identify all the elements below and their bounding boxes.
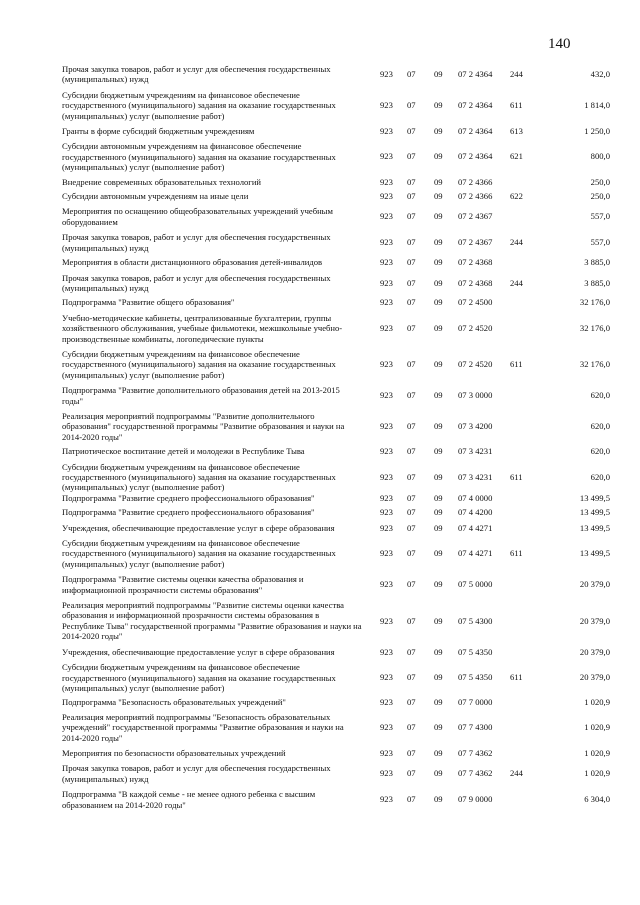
row-description: Прочая закупка товаров, работ и услуг для обеспечения государственных (муниципальных) нужд: [62, 232, 331, 253]
budget-table: [62, 64, 610, 810]
row-description: Учреждения, обеспечивающие предоставление услуг в сфере образования: [62, 646, 335, 657]
admin-code: 923: [380, 322, 393, 333]
section-code: 07: [407, 176, 416, 187]
row-description: Мероприятия в области дистанционного образования детей-инвалидов: [62, 257, 323, 268]
article-code: 07 2 4366: [458, 191, 493, 202]
row-description: Учебно-методические кабинеты, централизованные бухгалтерии, группы хозяйственного обслуживания, учебные фильмотеки, межшкольные учебно-производственные комбинаты, логопедические пункты: [62, 312, 343, 344]
admin-code: 923: [380, 191, 393, 202]
section-code: 07: [407, 507, 416, 518]
section-code: 07: [407, 69, 416, 79]
amount: 20 379,0: [579, 579, 610, 590]
row-description: Реализация мероприятий подпрограммы "Развитие системы оценки качества образования и информационной прозрачности системы образования в Республике Тыва" государственной программы "Развитие образования и науки на 2014-2020 годы": [62, 600, 362, 642]
subsection-code: 09: [434, 176, 443, 187]
table-row: [62, 273, 610, 294]
section-code: 07: [407, 672, 416, 683]
section-code: 07: [407, 747, 416, 758]
table-row: [62, 385, 610, 406]
subsection-code: 09: [434, 646, 443, 657]
amount: 32 176,0: [579, 297, 610, 308]
section-code: 07: [407, 191, 416, 202]
table-row: [62, 232, 610, 253]
article-code: 07 2 4520: [458, 358, 493, 369]
table-row: [62, 748, 610, 758]
admin-code: 923: [380, 471, 393, 482]
admin-code: 923: [380, 794, 393, 805]
section-code: 07: [407, 794, 416, 805]
article-code: 07 3 4200: [458, 420, 493, 431]
row-description: Прочая закупка товаров, работ и услуг для обеспечения государственных (муниципальных) нужд: [62, 763, 331, 784]
subsection-code: 09: [434, 99, 443, 110]
amount: 557,0: [590, 237, 610, 248]
article-code: 07 7 4300: [458, 721, 493, 732]
subsection-code: 09: [434, 390, 443, 401]
subsection-code: 09: [434, 579, 443, 590]
row-description: Мероприятия по оснащению общеобразовательных учреждений учебным оборудованием: [62, 206, 333, 227]
subsection-code: 09: [434, 721, 443, 732]
section-code: 07: [407, 646, 416, 657]
table-row: [62, 574, 610, 595]
amount: 32 176,0: [579, 358, 610, 369]
table-row: [62, 600, 610, 642]
subsection-code: 09: [434, 471, 443, 482]
table-row: [62, 662, 610, 693]
section-code: 07: [407, 277, 416, 288]
subsection-code: 09: [434, 492, 443, 503]
subsection-code: 09: [434, 126, 443, 137]
article-code: 07 3 0000: [458, 390, 493, 401]
table-row: [62, 523, 610, 533]
amount: 250,0: [590, 176, 610, 187]
row-description: Подпрограмма "Развитие среднего профессионального образования": [62, 492, 315, 503]
expense-type-code: 244: [510, 768, 523, 779]
amount: 620,0: [590, 420, 610, 431]
article-code: 07 2 4364: [458, 69, 493, 79]
amount: 250,0: [590, 191, 610, 202]
section-code: 07: [407, 579, 416, 590]
article-code: 07 5 4350: [458, 672, 493, 683]
section-code: 07: [407, 616, 416, 627]
admin-code: 923: [380, 548, 393, 559]
amount: 620,0: [590, 471, 610, 482]
admin-code: 923: [380, 420, 393, 431]
row-description: Субсидии бюджетным учреждениям на финансовое обеспечение государственного (муниципального) задания на оказание государственных (муниципальных) услуг (выполнение работ): [62, 89, 336, 121]
admin-code: 923: [380, 522, 393, 533]
subsection-code: 09: [434, 211, 443, 222]
expense-type-code: 613: [510, 126, 523, 137]
row-description: Субсидии бюджетным учреждениям на финансовое обеспечение государственного (муниципального) задания на оказание государственных (муниципальных) услуг (выполнение работ): [62, 348, 336, 380]
subsection-code: 09: [434, 322, 443, 333]
table-row: [62, 462, 610, 493]
row-description: Реализация мероприятий подпрограммы "Развитие дополнительного образования" государственной программы "Развитие образования и науки на 2014-2020 годы": [62, 410, 345, 442]
subsection-code: 09: [434, 151, 443, 162]
table-row: [62, 411, 610, 442]
row-description: Подпрограмма "Развитие общего образования": [62, 297, 235, 308]
admin-code: 923: [380, 747, 393, 758]
section-code: 07: [407, 151, 416, 162]
subsection-code: 09: [434, 768, 443, 779]
article-code: 07 4 4271: [458, 522, 493, 533]
row-description: Подпрограмма "Безопасность образовательных учреждений": [62, 697, 286, 708]
row-description: Субсидии автономным учреждениям на финансовое обеспечение государственного (муниципального) задания на оказание государственных (муниципальных) услуг (выполнение работ): [62, 141, 336, 173]
article-code: 07 3 4231: [458, 446, 493, 457]
amount: 20 379,0: [579, 616, 610, 627]
amount: 3 885,0: [584, 277, 610, 288]
row-description: Субсидии бюджетным учреждениям на финансовое обеспечение государственного (муниципального) задания на оказание государственных (муниципальных) услуг (выполнение работ): [62, 461, 336, 493]
amount: 620,0: [590, 390, 610, 401]
amount: 557,0: [590, 211, 610, 222]
table-row: [62, 177, 610, 187]
section-code: 07: [407, 211, 416, 222]
article-code: 07 2 4366: [458, 176, 493, 187]
expense-type-code: 611: [510, 99, 523, 110]
section-code: 07: [407, 237, 416, 248]
section-code: 07: [407, 99, 416, 110]
article-code: 07 2 4364: [458, 99, 493, 110]
amount: 20 379,0: [579, 646, 610, 657]
section-code: 07: [407, 358, 416, 369]
row-description: Учреждения, обеспечивающие предоставление услуг в сфере образования: [62, 522, 335, 533]
expense-type-code: 611: [510, 358, 523, 369]
section-code: 07: [407, 126, 416, 137]
amount: 32 176,0: [579, 322, 610, 333]
amount: 13 499,5: [579, 507, 610, 518]
section-code: 07: [407, 322, 416, 333]
row-description: Прочая закупка товаров, работ и услуг для обеспечения государственных (муниципальных) нужд: [62, 64, 331, 85]
article-code: 07 2 4364: [458, 126, 493, 137]
admin-code: 923: [380, 358, 393, 369]
section-code: 07: [407, 697, 416, 708]
amount: 13 499,5: [579, 492, 610, 503]
admin-code: 923: [380, 176, 393, 187]
article-code: 07 2 4500: [458, 297, 493, 308]
subsection-code: 09: [434, 191, 443, 202]
row-description: Патриотическое воспитание детей и молодежи в Республике Тыва: [62, 446, 305, 457]
table-row: [62, 90, 610, 121]
article-code: 07 3 4231: [458, 471, 493, 482]
row-description: Подпрограмма "Развитие системы оценки качества образования и информационной прозрачности системы образования": [62, 574, 304, 595]
page-number: 140: [548, 36, 571, 52]
table-row: [62, 64, 610, 85]
table-row: [62, 763, 610, 784]
table-row: [62, 313, 610, 344]
article-code: 07 2 4520: [458, 322, 493, 333]
amount: 3 885,0: [584, 257, 610, 268]
subsection-code: 09: [434, 548, 443, 559]
subsection-code: 09: [434, 794, 443, 805]
section-code: 07: [407, 420, 416, 431]
table-row: [62, 257, 610, 267]
article-code: 07 2 4364: [458, 151, 493, 162]
admin-code: 923: [380, 446, 393, 457]
subsection-code: 09: [434, 697, 443, 708]
section-code: 07: [407, 492, 416, 503]
table-row: [62, 538, 610, 569]
section-code: 07: [407, 768, 416, 779]
row-description: Прочая закупка товаров, работ и услуг для обеспечения государственных (муниципальных) нужд: [62, 272, 331, 293]
row-description: Субсидии бюджетным учреждениям на финансовое обеспечение государственного (муниципального) задания на оказание государственных (муниципальных) услуг (выполнение работ): [62, 662, 336, 693]
subsection-code: 09: [434, 446, 443, 457]
article-code: 07 9 0000: [458, 794, 493, 805]
admin-code: 923: [380, 277, 393, 288]
admin-code: 923: [380, 672, 393, 683]
row-description: Мероприятия по безопасности образовательных учреждений: [62, 747, 286, 758]
admin-code: 923: [380, 697, 393, 708]
article-code: 07 7 4362: [458, 768, 493, 779]
article-code: 07 7 0000: [458, 697, 493, 708]
expense-type-code: 244: [510, 277, 523, 288]
article-code: 07 4 4271: [458, 548, 493, 559]
admin-code: 923: [380, 646, 393, 657]
article-code: 07 5 4350: [458, 646, 493, 657]
expense-type-code: 622: [510, 191, 523, 202]
article-code: 07 5 0000: [458, 579, 493, 590]
section-code: 07: [407, 390, 416, 401]
article-code: 07 4 0000: [458, 492, 493, 503]
subsection-code: 09: [434, 672, 443, 683]
amount: 13 499,5: [579, 548, 610, 559]
admin-code: 923: [380, 99, 393, 110]
admin-code: 923: [380, 492, 393, 503]
section-code: 07: [407, 548, 416, 559]
row-description: Подпрограмма "Развитие среднего профессионального образования": [62, 507, 315, 518]
admin-code: 923: [380, 126, 393, 137]
amount: 1 020,9: [584, 768, 610, 779]
amount: 6 304,0: [584, 794, 610, 805]
table-row: [62, 446, 610, 456]
section-code: 07: [407, 446, 416, 457]
table-row: [62, 789, 610, 810]
amount: 1 814,0: [584, 99, 610, 110]
section-code: 07: [407, 297, 416, 308]
table-row: [62, 126, 610, 136]
row-description: Подпрограмма "В каждой семье - не менее одного ребенка с высшим образованием на 2014-2020 годы": [62, 789, 316, 810]
table-row: [62, 349, 610, 380]
admin-code: 923: [380, 507, 393, 518]
amount: 13 499,5: [579, 522, 610, 533]
admin-code: 923: [380, 390, 393, 401]
subsection-code: 09: [434, 277, 443, 288]
admin-code: 923: [380, 579, 393, 590]
amount: 1 020,9: [584, 721, 610, 732]
amount: 1 250,0: [584, 126, 610, 137]
article-code: 07 5 4300: [458, 616, 493, 627]
expense-type-code: 244: [510, 237, 523, 248]
table-row: [62, 297, 610, 307]
article-code: 07 2 4368: [458, 277, 493, 288]
table-row: [62, 206, 610, 227]
expense-type-code: 244: [510, 69, 523, 79]
expense-type-code: 611: [510, 672, 523, 683]
subsection-code: 09: [434, 522, 443, 533]
admin-code: 923: [380, 69, 393, 79]
row-description: Подпрограмма "Развитие дополнительного образования детей на 2013-2015 годы": [62, 385, 340, 406]
table-row: [62, 493, 610, 503]
admin-code: 923: [380, 211, 393, 222]
admin-code: 923: [380, 151, 393, 162]
section-code: 07: [407, 257, 416, 268]
table-row: [62, 507, 610, 517]
subsection-code: 09: [434, 69, 443, 79]
subsection-code: 09: [434, 420, 443, 431]
admin-code: 923: [380, 237, 393, 248]
article-code: 07 4 4200: [458, 507, 493, 518]
table-row: [62, 697, 610, 707]
table-row: [62, 191, 610, 201]
article-code: 07 7 4362: [458, 747, 493, 758]
section-code: 07: [407, 471, 416, 482]
expense-type-code: 611: [510, 548, 523, 559]
subsection-code: 09: [434, 358, 443, 369]
amount: 432,0: [590, 69, 610, 79]
table-row: [62, 647, 610, 657]
admin-code: 923: [380, 257, 393, 268]
admin-code: 923: [380, 721, 393, 732]
subsection-code: 09: [434, 257, 443, 268]
admin-code: 923: [380, 616, 393, 627]
expense-type-code: 621: [510, 151, 523, 162]
amount: 1 020,9: [584, 747, 610, 758]
expense-type-code: 611: [510, 471, 523, 482]
row-description: Реализация мероприятий подпрограммы "Безопасность образовательных учреждений" государственной программы "Развитие образования и науки на 2014-2020 годы": [62, 711, 344, 743]
subsection-code: 09: [434, 747, 443, 758]
section-code: 07: [407, 721, 416, 732]
amount: 1 020,9: [584, 697, 610, 708]
article-code: 07 2 4367: [458, 211, 493, 222]
admin-code: 923: [380, 768, 393, 779]
article-code: 07 2 4367: [458, 237, 493, 248]
subsection-code: 09: [434, 297, 443, 308]
table-row: [62, 712, 610, 743]
amount: 620,0: [590, 446, 610, 457]
row-description: Субсидии бюджетным учреждениям на финансовое обеспечение государственного (муниципального) задания на оказание государственных (муниципальных) услуг (выполнение работ): [62, 538, 336, 569]
amount: 800,0: [590, 151, 610, 162]
table-row: [62, 141, 610, 172]
article-code: 07 2 4368: [458, 257, 493, 268]
amount: 20 379,0: [579, 672, 610, 683]
section-code: 07: [407, 522, 416, 533]
row-description: Субсидии автономным учреждениям на иные цели: [62, 191, 249, 202]
row-description: Внедрение современных образовательных технологий: [62, 176, 262, 187]
subsection-code: 09: [434, 616, 443, 627]
subsection-code: 09: [434, 507, 443, 518]
admin-code: 923: [380, 297, 393, 308]
row-description: Гранты в форме субсидий бюджетным учреждениям: [62, 126, 255, 137]
subsection-code: 09: [434, 237, 443, 248]
